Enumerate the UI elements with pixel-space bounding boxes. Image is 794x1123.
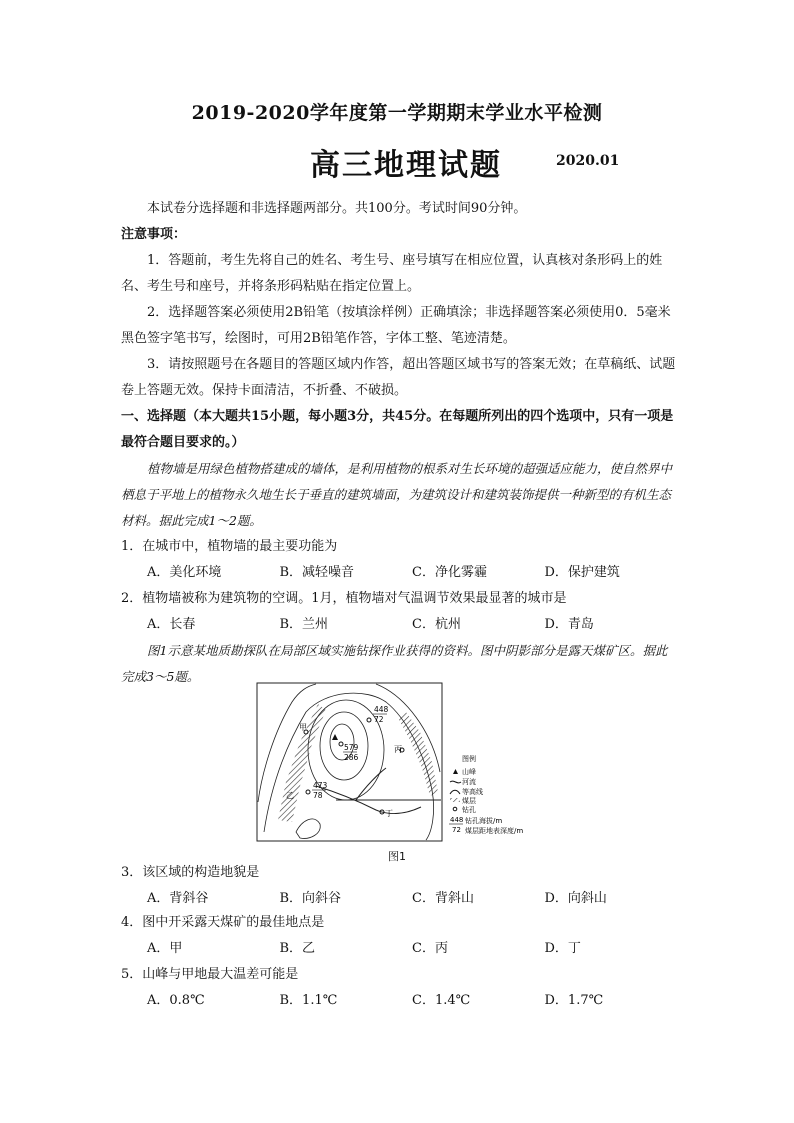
option-b: B．向斜谷	[279, 891, 342, 906]
legend-item: 煤层距地表深度/m	[465, 827, 524, 835]
option-a: A．背斜谷	[147, 891, 209, 906]
borehole-icon	[453, 807, 457, 811]
question-1-stem: 1．在城市中，植物墙的最主要功能为	[121, 539, 338, 554]
subject-title: 高三地理试题	[310, 148, 502, 183]
option-c: C．净化雾霾	[412, 565, 487, 580]
option-b: B．兰州	[279, 617, 329, 632]
question-4-options	[121, 936, 677, 962]
peak-marker	[332, 734, 338, 740]
option-b: B．乙	[279, 941, 316, 956]
river	[356, 768, 386, 800]
label-ding: 丁	[385, 809, 393, 818]
option-c: C．丙	[412, 941, 448, 956]
contour-line	[296, 819, 320, 838]
label-peak-top: 579	[344, 743, 359, 752]
option-a: A．甲	[147, 941, 183, 956]
option-d: D．青岛	[544, 617, 594, 632]
option-d: D．丁	[544, 941, 581, 956]
option-d: D．1.7℃	[544, 993, 604, 1008]
peak-icon	[453, 769, 458, 774]
option-c: C．1.4℃	[412, 993, 471, 1008]
paper-info: 本试卷分选择题和非选择题两部分。共100分。考试时间90分钟。	[147, 201, 527, 216]
passage-2: 图1示意某地质勘探队在局部区域实施钻探作业获得的资料。图中阴影部分是露天煤矿区。据此完成3～5题。	[121, 643, 668, 684]
legend-item: 等高线	[462, 788, 483, 796]
option-a: A．0.8℃	[147, 993, 205, 1008]
notice-item-3: 3．请按照题号在各题目的答题区域内作答，超出答题区域书写的答案无效；在草稿纸、试题卷上答题无效。保持卡面清洁，不折叠、不破损。	[121, 357, 676, 398]
river-icon	[450, 781, 461, 783]
option-d: D．保护建筑	[544, 565, 620, 580]
option-c: C．杭州	[412, 617, 461, 632]
figure-caption: 图1	[388, 850, 406, 863]
coal-seam-east	[398, 712, 438, 796]
label-sw-top: 473	[313, 781, 328, 790]
question-4-stem: 4．图中开采露天煤矿的最佳地点是	[121, 915, 325, 930]
option-b: B．减轻噪音	[279, 565, 355, 580]
coal-seam-icon	[450, 798, 460, 802]
legend-item: 钻孔海拔/m	[465, 817, 503, 825]
question-5-options	[121, 988, 677, 1014]
exam-title: 2019-2020学年度第一学期期末学业水平检测	[191, 102, 603, 124]
notice-heading: 注意事项：	[121, 227, 187, 242]
legend-sample-top: 448	[450, 816, 464, 824]
label-sw-bottom: 78	[313, 791, 323, 800]
section-heading: 一、选择题（本大题共15小题，每小题3分，共45分。在每题所列出的四个选项中，只有一项是最符合题目要求的。）	[121, 409, 674, 450]
contour-icon	[450, 790, 460, 794]
legend-item: 山峰	[462, 768, 476, 776]
borehole-sw	[306, 790, 310, 794]
label-peak-bottom: 286	[344, 753, 359, 762]
legend-item: 河流	[462, 778, 476, 786]
question-3-stem: 3．该区域的构造地貌是	[121, 865, 260, 880]
questions-3-5	[121, 860, 677, 1014]
question-1-options	[121, 560, 677, 586]
borehole-peak	[339, 742, 343, 746]
borehole-ne	[367, 718, 371, 722]
question-3-options	[121, 886, 677, 912]
label-ne-top: 448	[374, 705, 389, 714]
option-c: C．背斜山	[412, 891, 474, 906]
option-b: B．1.1℃	[279, 993, 338, 1008]
figure-1-map	[256, 682, 546, 842]
question-2-stem: 2．植物墙被称为建筑物的空调。1月，植物墙对气温调节效果最显著的城市是	[121, 591, 567, 606]
option-a: A．长春	[147, 617, 196, 632]
label-yi: 乙	[286, 791, 294, 800]
option-d: D．向斜山	[544, 891, 607, 906]
notice-item-2: 2．选择题答案必须使用2B铅笔（按填涂样例）正确填涂；非选择题答案必须使用0．5毫米黑色签字笔书写，绘图时，可用2B铅笔作答，字体工整、笔迹清楚。	[121, 305, 671, 346]
legend-sample-bottom: 72	[452, 826, 461, 834]
intro-block	[121, 196, 677, 690]
label-bing: 丙	[394, 745, 402, 754]
exam-date: 2020.01	[556, 153, 620, 169]
legend-item: 钻孔	[462, 806, 476, 814]
legend-title: 图例	[462, 755, 476, 763]
question-2-options	[121, 612, 677, 638]
legend-item: 煤层	[462, 797, 476, 805]
passage-1: 植物墙是用绿色植物搭建成的墙体，是利用植物的根系对生长环境的超强适应能力，使自然界中栖息于平地上的植物永久地生长于垂直的建筑墙面，为建筑设计和建筑装饰提供一种新型的有机生态材料。据此完成1～2题。	[121, 461, 673, 528]
figure-legend	[449, 754, 523, 835]
notice-item-1: 1．答题前，考生先将自己的姓名、考生号、座号填写在相应位置，认真核对条形码上的姓名、考生号和座号，并将条形码粘贴在指定位置上。	[121, 253, 663, 294]
label-jia: 甲	[299, 723, 307, 732]
coal-seam-west	[278, 704, 326, 822]
label-ne-bottom: 72	[374, 715, 384, 724]
option-a: A．美化环境	[147, 565, 222, 580]
question-5-stem: 5．山峰与甲地最大温差可能是	[121, 967, 299, 982]
